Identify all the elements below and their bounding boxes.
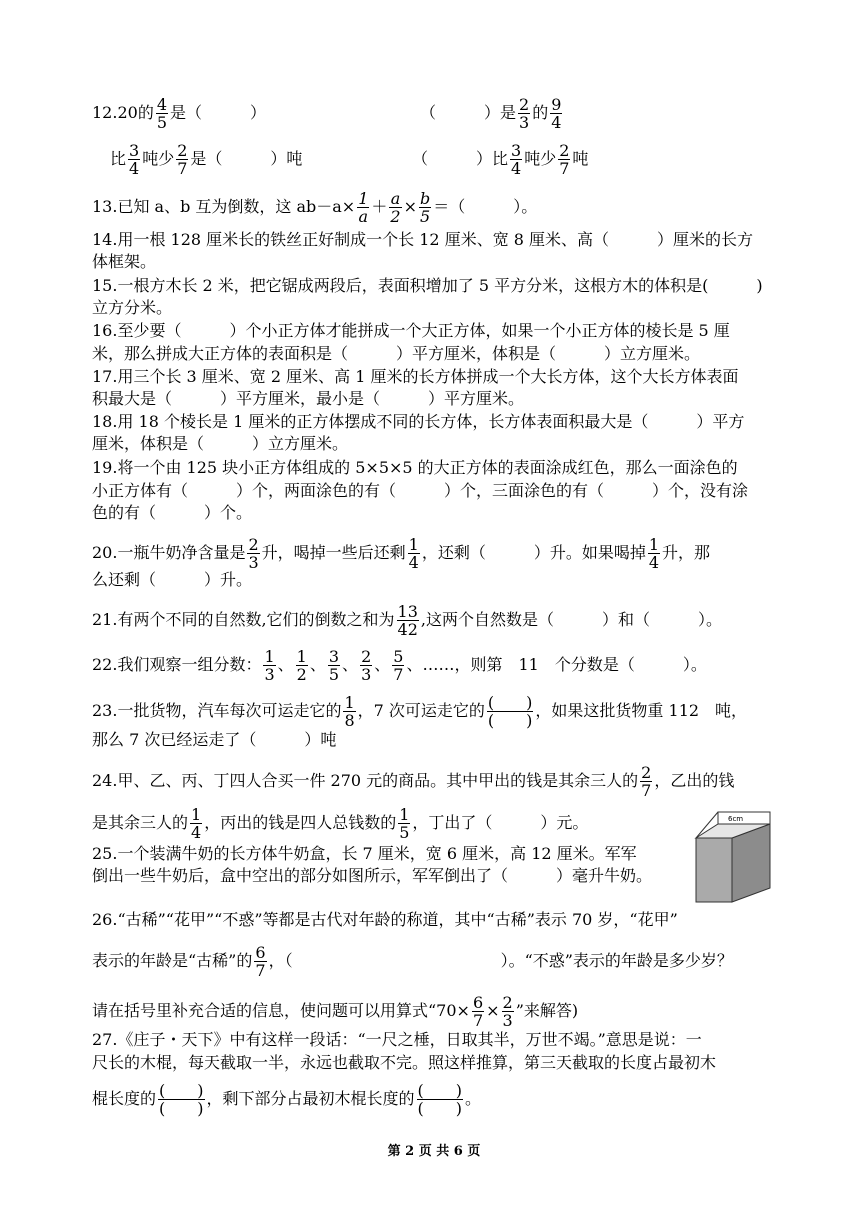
fraction: $\frac{6}{7}$ [255,943,266,980]
q23-line2: 那么 7 次已经运走了（ ）吨 [92,730,337,749]
fraction: $\frac{2}{3}$ [502,993,513,1030]
q23-line1: 23.一批货物，汽车每次可运走它的 $\frac{1}{8}$ ，7 次可运走它的 $\frac{( )}{( )}$ ，如果这批货物重 112 吨， [92,693,748,730]
fraction: $\frac{2}{3}$ [519,95,530,132]
q20-line2: 么还剩（ ）升。 [92,570,253,589]
q16-line2: 米，那么拼成大正方体的表面积是（ ）平方厘米，体积是（ ）立方厘米。 [92,344,701,363]
q19-line2: 小正方体有（ ）个，两面涂色的有（ ）个，三面涂色的有（ ）个，没有涂 [92,481,749,500]
q20-line1: 20.一瓶牛奶净含量是 $\frac{2}{3}$ 升，喝掉一些后还剩 $\frac{1}{4}$ ，还剩（ ）升。如果喝掉 $\frac{1}{4}$ 升，那 [92,535,711,572]
q21-line: 21.有两个不同的自然数,它们的倒数之和为 $\frac{13}{42}$ ,这两个自然数是（ ）和（ ）。 [92,602,722,639]
q27-line2: 尺长的木棍，每天截取一半，永远也截取不完。照这样推算，第三天截取的长度占最初木 [92,1053,717,1072]
fraction: $\frac{2}{3}$ [248,535,259,572]
fraction: $\frac{4}{5}$ [156,95,168,132]
q16-line1: 16.至少要（ ）个小正方体才能拼成一个大正方体，如果一个小正方体的棱长是 5 厘 [92,321,730,340]
fraction-blank[interactable]: $\frac{( )}{( )}$ [159,1081,204,1118]
q26-line1: 26.“古稀”“花甲”“不惑”等都是古代对年龄的称道，其中“古稀”表示 70 岁，“花甲” [92,910,678,929]
q26-line3: 请在括号里补充合适的信息，使问题可以用算式“70× $\frac{6}{7}$ × $\frac{2}{3}$ ”来解答) [92,993,579,1030]
q15-line1: 15.一根方木长 2 米，把它锯成两段后，表面积增加了 5 平方分米，这根方木的体积是( ) [92,276,763,295]
q18-line2: 厘米，体积是（ ）立方厘米。 [92,434,349,453]
fraction: $\frac{1}{a}$ [358,189,369,226]
fraction: $\frac{3}{4}$ [129,141,140,178]
q14-line2: 体框架。 [92,252,157,271]
q17-line1: 17.用三个长 3 厘米、宽 2 厘米、高 1 厘米的长方体拼成一个大长方体，这个大长方体表面 [92,367,739,386]
q26-line2: 表示的年龄是“古稀”的 $\frac{6}{7}$ ，（ ）。“不惑”表示的年龄是多少岁？ [92,943,733,980]
q24-line2: 是其余三人的 $\frac{1}{4}$ ，丙出的钱是四人总钱数的 $\frac{1}{5}$ ，丁出了（ ）元。 [92,805,589,842]
fraction: $\frac{1}{3}$ [264,647,275,684]
q15-line2: 立方分米。 [92,298,173,317]
q19-line3: 色的有（ ）个。 [92,503,253,522]
fraction: $\frac{2}{7}$ [177,141,188,178]
fraction: $\frac{1}{4}$ [408,535,419,572]
fraction: $\frac{3}{4}$ [511,141,522,178]
q19-line1: 19.将一个由 125 块小正方体组成的 5×5×5 的大正方体的表面涂成红色，那么一面涂色的 [92,458,738,477]
page-footer: 第 2 页 共 6 页 [387,1144,481,1159]
fraction: $\frac{3}{5}$ [328,647,340,684]
fraction: $\frac{13}{42}$ [397,602,418,639]
fraction: $\frac{1}{4}$ [648,535,660,572]
q12-line2: （ ）是 $\frac{2}{3}$ 的 $\frac{9}{4}$ [420,95,562,132]
fig-label: 6cm [728,815,744,823]
fraction: $\frac{2}{7}$ [559,141,570,178]
q27-line3: 棍长度的 $\frac{( )}{( )}$ ，剩下部分占最初木棍长度的 $\frac{( )}{( )}$ 。 [92,1081,482,1118]
fraction-blank[interactable]: $\frac{( )}{( )}$ [417,1081,463,1118]
fraction: $\frac{1}{2}$ [296,647,307,684]
q24-line1: 24.甲、乙、丙、丁四人合买一件 270 元的商品。其中甲出的钱是其余三人的 $\frac{2}{7}$ ，乙出的钱 [92,763,735,800]
q14-line1: 14.用一根 128 厘米长的铁丝正好制成一个长 12 厘米、宽 8 厘米、高（ ）厘米的长方 [92,230,754,249]
q22-line: 22.我们观察一组分数： $\frac{1}{3}$ 、 $\frac{1}{2}$ 、 $\frac{3}{5}$ 、 $\frac{2}{3}$ 、 $\frac{5}{7}$ 、……，则第 11 个分数是（ ）。 [92,647,707,684]
fraction-blank[interactable]: $\frac{( )}{( )}$ [487,693,533,730]
q12-line4: （ ）比 $\frac{3}{4}$ 吨少 $\frac{2}{7}$ 吨 [412,141,589,178]
q12-line3: 比 $\frac{3}{4}$ 吨少 $\frac{2}{7}$ 是（ ）吨 [110,141,303,178]
fraction: $\frac{9}{4}$ [551,95,562,132]
q18-line1: 18.用 18 个棱长是 1 厘米的正方体摆成不同的长方体，长方体表面积最大是（ ）平方 [92,412,745,431]
q13-line: 13.已知 a、b 互为倒数，这 ab－a× $\frac{1}{a}$ ＋ $\frac{a}{2}$ × $\frac{b}{5}$ ＝（ ）。 [92,189,538,226]
q25-line1: 25.一个装满牛奶的长方体牛奶盒，长 7 厘米，宽 6 厘米，高 12 厘米。军军 [92,844,637,863]
q27-line1: 27.《庄子・天下》中有这样一段话：“一尺之棰，日取其半，万世不竭。”意思是说：一 [92,1030,702,1049]
fraction: $\frac{2}{3}$ [361,647,372,684]
q25-line2: 倒出一些牛奶后，盒中空出的部分如图所示，军军倒出了（ ）毫升牛奶。 [92,866,653,885]
fraction: $\frac{a}{2}$ [390,189,401,226]
fraction: $\frac{1}{4}$ [191,805,202,842]
q12-line1: 12.20的 $\frac{4}{5}$ 是（ ） [92,95,267,132]
fraction: $\frac{5}{7}$ [393,647,404,684]
fraction: $\frac{b}{5}$ [420,189,431,226]
fraction: $\frac{2}{7}$ [641,763,652,800]
fraction: $\frac{6}{7}$ [472,993,484,1030]
fraction: $\frac{1}{8}$ [344,693,355,730]
q17-line2: 积最大是（ ）平方厘米，最小是（ ）平方厘米。 [92,389,525,408]
fraction: $\frac{1}{5}$ [399,805,410,842]
milk-box-figure [688,810,780,910]
